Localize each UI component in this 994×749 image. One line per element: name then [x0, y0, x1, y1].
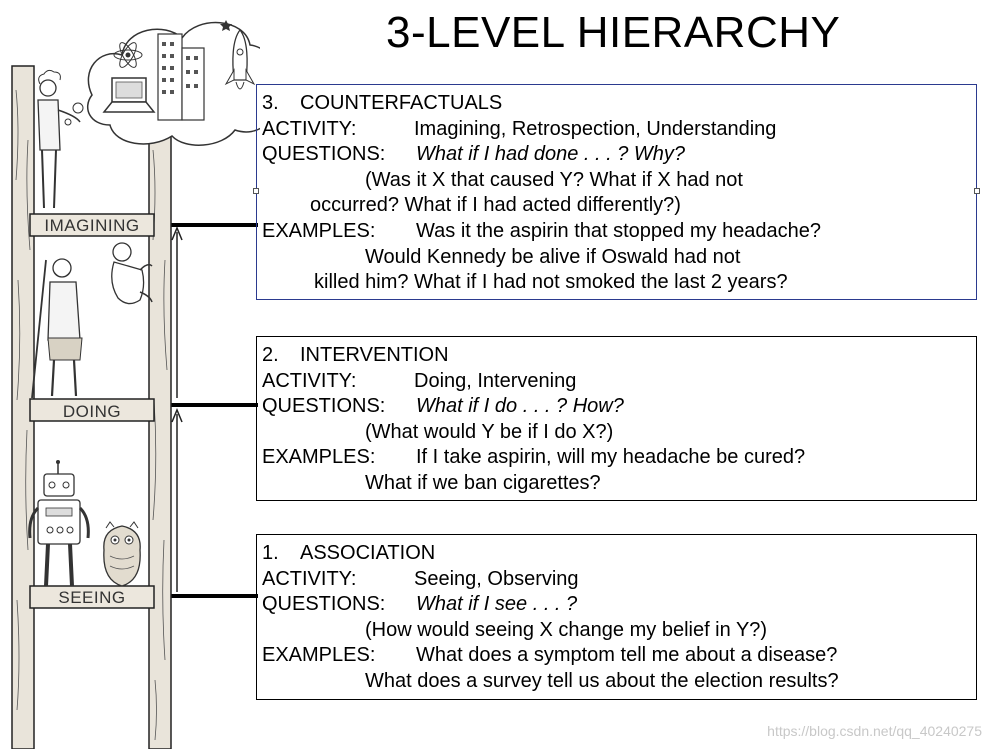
baby-figure — [112, 243, 152, 304]
questions-row — [262, 592, 976, 618]
question-value: What if I see . . . ? — [416, 593, 578, 616]
activity-row — [262, 567, 976, 593]
robot-figure — [30, 460, 89, 586]
ladder-illustration — [0, 0, 260, 749]
question-detail: (Was it X that caused Y? What if X had not — [365, 168, 743, 191]
example-value: If I take aspirin, will my headache be cured? — [416, 446, 806, 469]
level-box-association[interactable] — [256, 534, 977, 700]
thinker-figure — [38, 70, 80, 208]
laptop-icon — [104, 78, 154, 112]
example-value: killed him? What if I had not smoked the last 2 years? — [314, 271, 788, 294]
examples-row — [262, 219, 976, 245]
resize-handle-right[interactable] — [974, 188, 980, 194]
activity-value: Imagining, Retrospection, Understanding — [414, 117, 777, 140]
arrow-doing-to-imagining — [172, 228, 182, 398]
activity-row — [262, 369, 976, 395]
watermark: https://blog.csdn.net/qq_40240275 — [767, 723, 982, 739]
level-box-counterfactuals[interactable] — [256, 84, 977, 300]
questions-row — [262, 142, 976, 168]
rung-label-seeing: SEEING — [58, 588, 126, 607]
resize-handle-left[interactable] — [253, 188, 259, 194]
example-value: Would Kennedy be alive if Oswald had not — [365, 245, 741, 268]
caveman-figure — [32, 259, 82, 398]
examples-row — [262, 643, 976, 669]
examples-label: EXAMPLES: — [262, 219, 376, 242]
rung-label-doing: DOING — [62, 402, 122, 421]
level-name: INTERVENTION — [300, 344, 449, 366]
example-value: Was it the aspirin that stopped my headache? — [416, 219, 822, 242]
question-detail: (What would Y be if I do X?) — [365, 420, 614, 443]
level-box-intervention[interactable] — [256, 336, 977, 501]
arrow-seeing-to-doing — [172, 410, 182, 592]
activity-value: Doing, Intervening — [414, 369, 577, 392]
question-detail: occurred? What if I had acted differently?) — [310, 194, 681, 217]
question-value: What if I had done . . . ? Why? — [416, 143, 686, 166]
examples-row — [262, 445, 976, 471]
level-heading: 2. INTERVENTION — [262, 344, 449, 366]
examples-label: EXAMPLES: — [262, 644, 376, 667]
page-title: 3-LEVEL HIERARCHY — [386, 8, 841, 57]
level-heading: 1. ASSOCIATION — [262, 542, 436, 564]
questions-label: QUESTIONS: — [262, 395, 386, 418]
activity-label: ACTIVITY: — [262, 117, 357, 140]
level-name: ASSOCIATION — [300, 542, 436, 564]
questions-label: QUESTIONS: — [262, 593, 386, 616]
questions-label: QUESTIONS: — [262, 143, 386, 166]
activity-value: Seeing, Observing — [414, 567, 579, 590]
questions-row — [262, 394, 976, 420]
rung-label-imagining: IMAGINING — [44, 216, 140, 235]
level-name: COUNTERFACTUALS — [300, 92, 503, 114]
examples-label: EXAMPLES: — [262, 446, 376, 469]
activity-row — [262, 117, 976, 143]
activity-label: ACTIVITY: — [262, 567, 357, 590]
level-heading: 3. COUNTERFACTUALS — [262, 92, 503, 114]
example-value: What if we ban cigarettes? — [365, 471, 601, 494]
question-detail: (How would seeing X change my belief in Y?) — [365, 618, 768, 641]
example-value: What does a survey tell us about the election results? — [365, 669, 839, 692]
example-value: What does a symptom tell me about a disease? — [416, 644, 838, 667]
question-value: What if I do . . . ? How? — [416, 395, 624, 418]
owl-figure — [104, 522, 140, 586]
activity-label: ACTIVITY: — [262, 369, 357, 392]
